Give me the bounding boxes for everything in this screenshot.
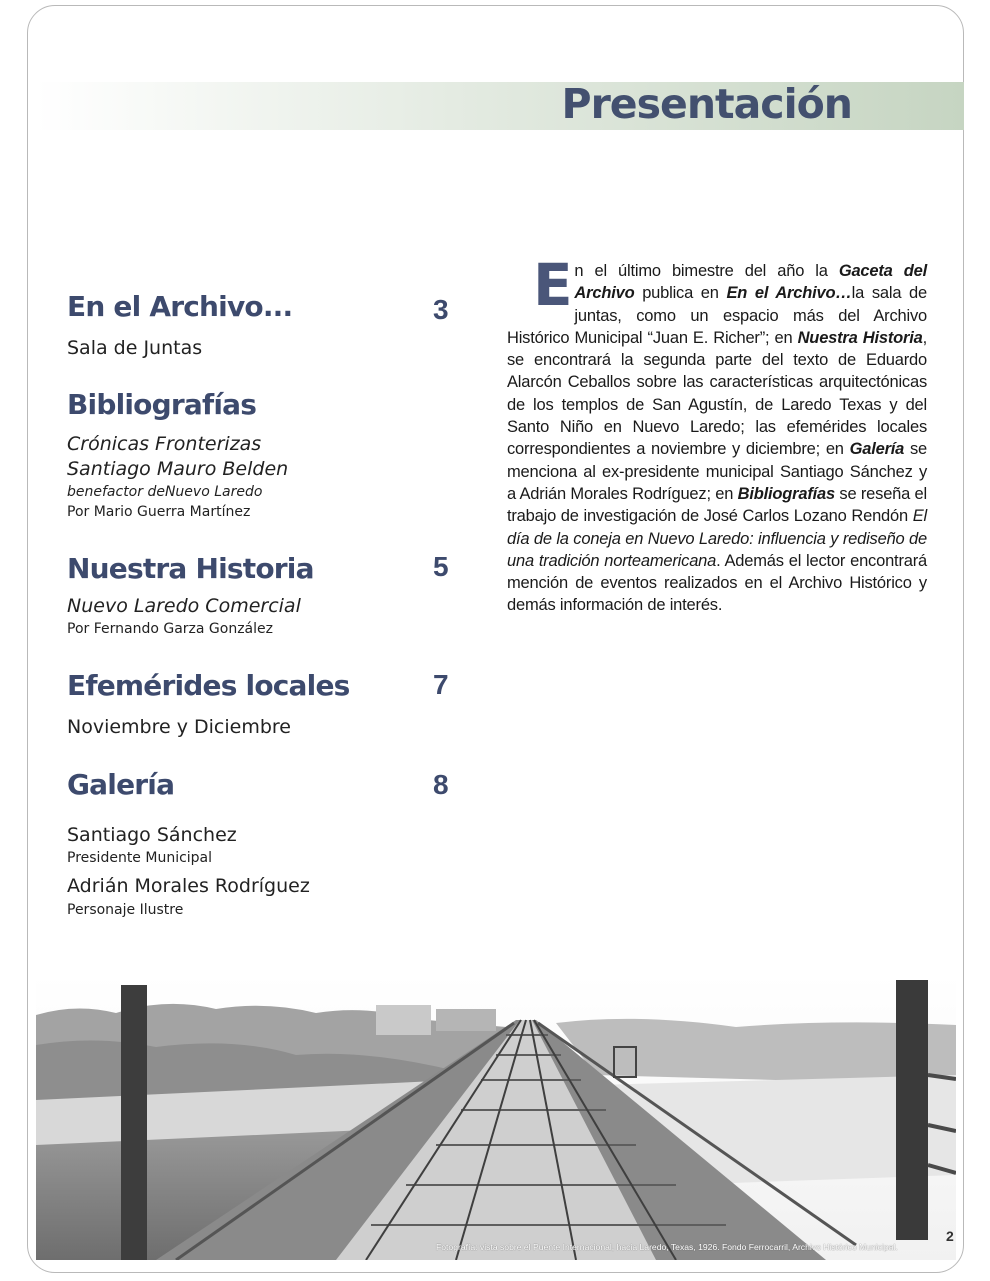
- toc-item: Santiago Sánchez: [67, 824, 237, 846]
- toc-item: Crónicas Fronterizas: [67, 433, 262, 455]
- toc-item: Personaje Ilustre: [67, 902, 184, 918]
- toc-heading-bibliografias: Bibliografías: [67, 388, 257, 421]
- bridge-photo: [36, 975, 956, 1260]
- presentation-text: En el último bimestre del año la Gaceta del Archivo publica en En el Archivo…la sala de juntas, como un espacio más del Archivo Histórico Municipal “Juan E. Richer”; en Nuestra Historia, se encontrará la segunda parte del texto de Eduardo Alarcón Ceballos sobre las características arquitectónicas de los templos de San Agustín, de Laredo Texas y del Santo Niño en Nuevo Laredo; las efemérides locales correspondientes a noviembre y diciembre; en Galería se menciona al ex-presidente municipal Santiago Sánchez y a Adrián Morales Rodríguez; en Bibliografías se reseña el trabajo de investigación de José Carlos Lozano Rendón El día de la coneja en Nuevo Laredo: influencia y rediseño de una tradición norteamericana. Además el lector encontrará mención de eventos realizados en el Archivo Histórico y demás información de interés.: [507, 251, 928, 615]
- toc-item: Nuevo Laredo Comercial: [67, 595, 301, 617]
- toc-page-nuestra-historia: 5: [433, 551, 449, 582]
- toc-page-en-el-archivo: 3: [433, 294, 449, 325]
- drop-cap: E: [533, 251, 573, 319]
- toc-item: Noviembre y Diciembre: [67, 716, 292, 738]
- toc-page-efemerides: 7: [433, 669, 449, 700]
- page-number: 2: [946, 1228, 954, 1244]
- toc-page-galeria: 8: [433, 769, 449, 800]
- toc-heading-nuestra-historia: Nuestra Historia: [67, 552, 314, 585]
- page-title: Presentación: [561, 80, 852, 128]
- toc-heading-galeria: Galería: [67, 768, 175, 801]
- toc-item: Adrián Morales Rodríguez: [67, 875, 310, 897]
- toc-heading-en-el-archivo: En el Archivo...: [67, 290, 293, 323]
- toc-item: benefactor deNuevo Laredo: [67, 484, 263, 500]
- toc-item: Presidente Municipal: [67, 850, 213, 866]
- photo-caption: Fotografía: vista sobre el Puente Internacional, hacia Laredo, Texas, 1926. Fondo Ferrocarril, Archivo Histórico Municipal.: [436, 1242, 898, 1252]
- toc-heading-efemerides: Efemérides locales: [67, 669, 350, 702]
- toc-item: Por Fernando Garza González: [67, 621, 273, 637]
- toc-item: Sala de Juntas: [67, 337, 203, 359]
- toc-item: Por Mario Guerra Martínez: [67, 504, 251, 520]
- toc-item: Santiago Mauro Belden: [67, 458, 289, 480]
